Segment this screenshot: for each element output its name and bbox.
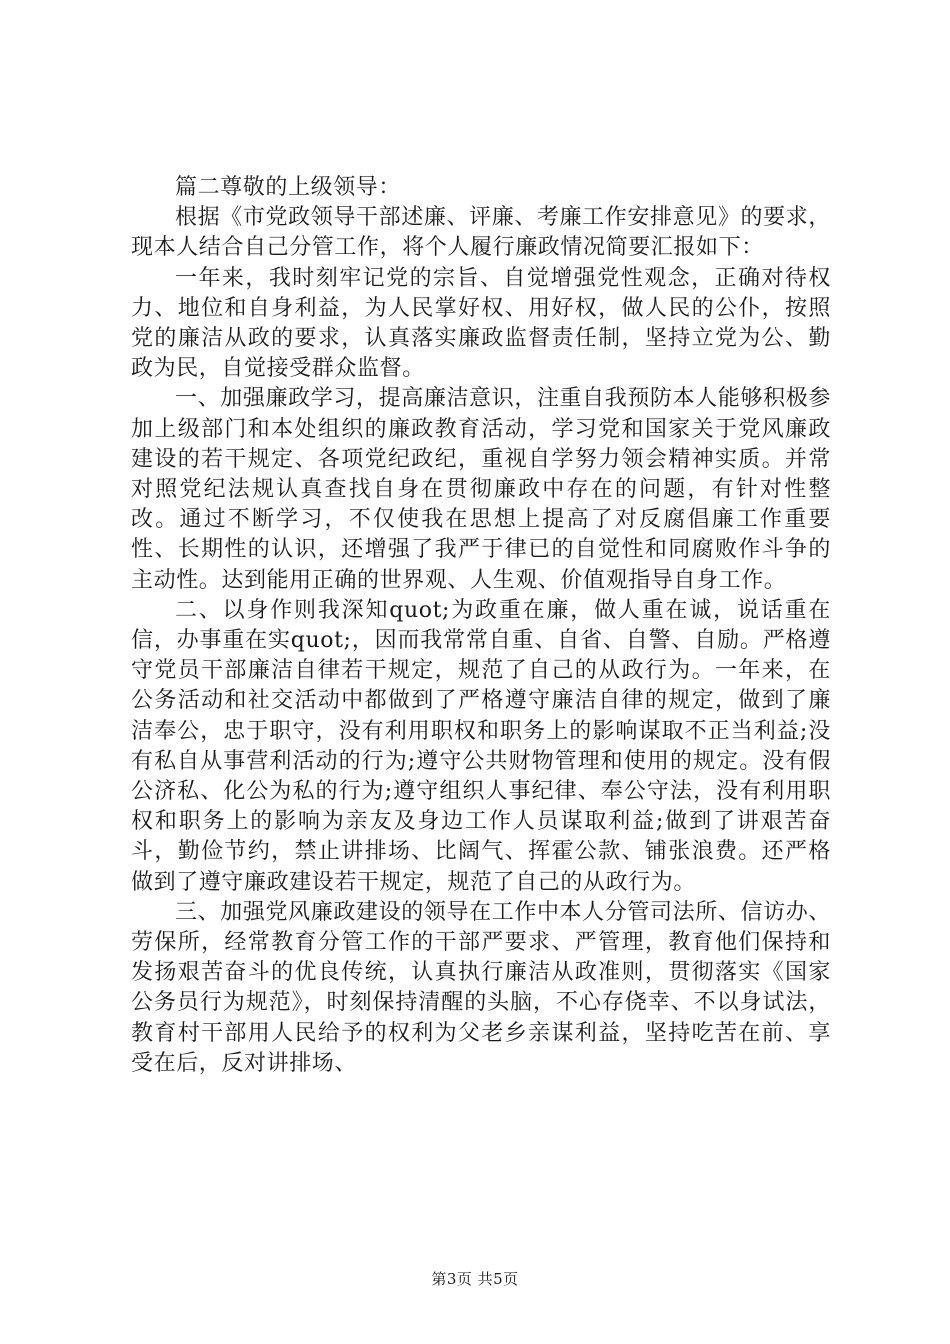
- paragraph-section-1: 一、加强廉政学习，提高廉洁意识，注重自我预防本人能够积极参加上级部门和本处组织的廉政教育活动，学习党和国家关于党风廉政建设的若干规定、各项党纪政纪，重视自学努力领会精神实质。并常对照党纪法规认真查找自身在贯彻廉政中存在的问题，有针对性整改。通过不断学习，不仅使我在思想上提高了对反腐倡廉工作重要性、长期性的认识，还增强了我严于律已的自觉性和同腐败作斗争的主动性。达到能用正确的世界观、人生观、价值观指导自身工作。: [131, 386, 831, 593]
- paragraph-section-2: 二、以身作则我深知quot;为政重在廉，做人重在诚，说话重在信，办事重在实quot;，因而我常常自重、自省、自警、自励。严格遵守党员干部廉洁自律若干规定，规范了自己的从政行为。一年来，在公务活动和社交活动中都做到了严格遵守廉洁自律的规定，做到了廉洁奉公，忠于职守，没有利用职权和职务上的影响谋取不正当利益;没有私自从事营利活动的行为;遵守公共财物管理和使用的规定。没有假公济私、化公为私的行为;遵守组织人事纪律、奉公守法，没有利用职权和职务上的影响为亲友及身边工作人员谋取利益;做到了讲艰苦奋斗，勤俭节约，禁止讲排场、比阔气、挥霍公款、铺张浪费。还严格做到了遵守廉政建设若干规定，规范了自己的从政行为。: [131, 597, 831, 895]
- paragraph-section-3: 三、加强党风廉政建设的领导在工作中本人分管司法所、信访办、劳保所，经常教育分管工作的干部严要求、严管理，教育他们保持和发扬艰苦奋斗的优良传统，认真执行廉洁从政准则，贯彻落实《国家公务员行为规范》，时刻保持清醒的头脑，不心存侥幸、不以身试法，教育村干部用人民给予的权利为父老乡亲谋利益，坚持吃苦在前、享受在后，反对讲排场、: [131, 899, 831, 1076]
- document-body: [131, 173, 831, 1079]
- paragraph-salutation: 篇二尊敬的上级领导：: [175, 175, 402, 200]
- page-number-footer: 第3页 共5页: [431, 1270, 519, 1288]
- paragraph-summary: 一年来，我时刻牢记党的宗旨、自觉增强党性观念，正确对待权力、地位和自身利益，为人民掌好权、用好权，做人民的公仆，按照党的廉洁从政的要求，认真落实廉政监督责任制，坚持立党为公、勤政为民，自觉接受群众监督。: [131, 265, 831, 382]
- paragraph-intro: 根据《市党政领导干部述廉、评廉、考廉工作安排意见》的要求，现本人结合自己分管工作，将个人履行廉政情况简要汇报如下：: [131, 205, 831, 261]
